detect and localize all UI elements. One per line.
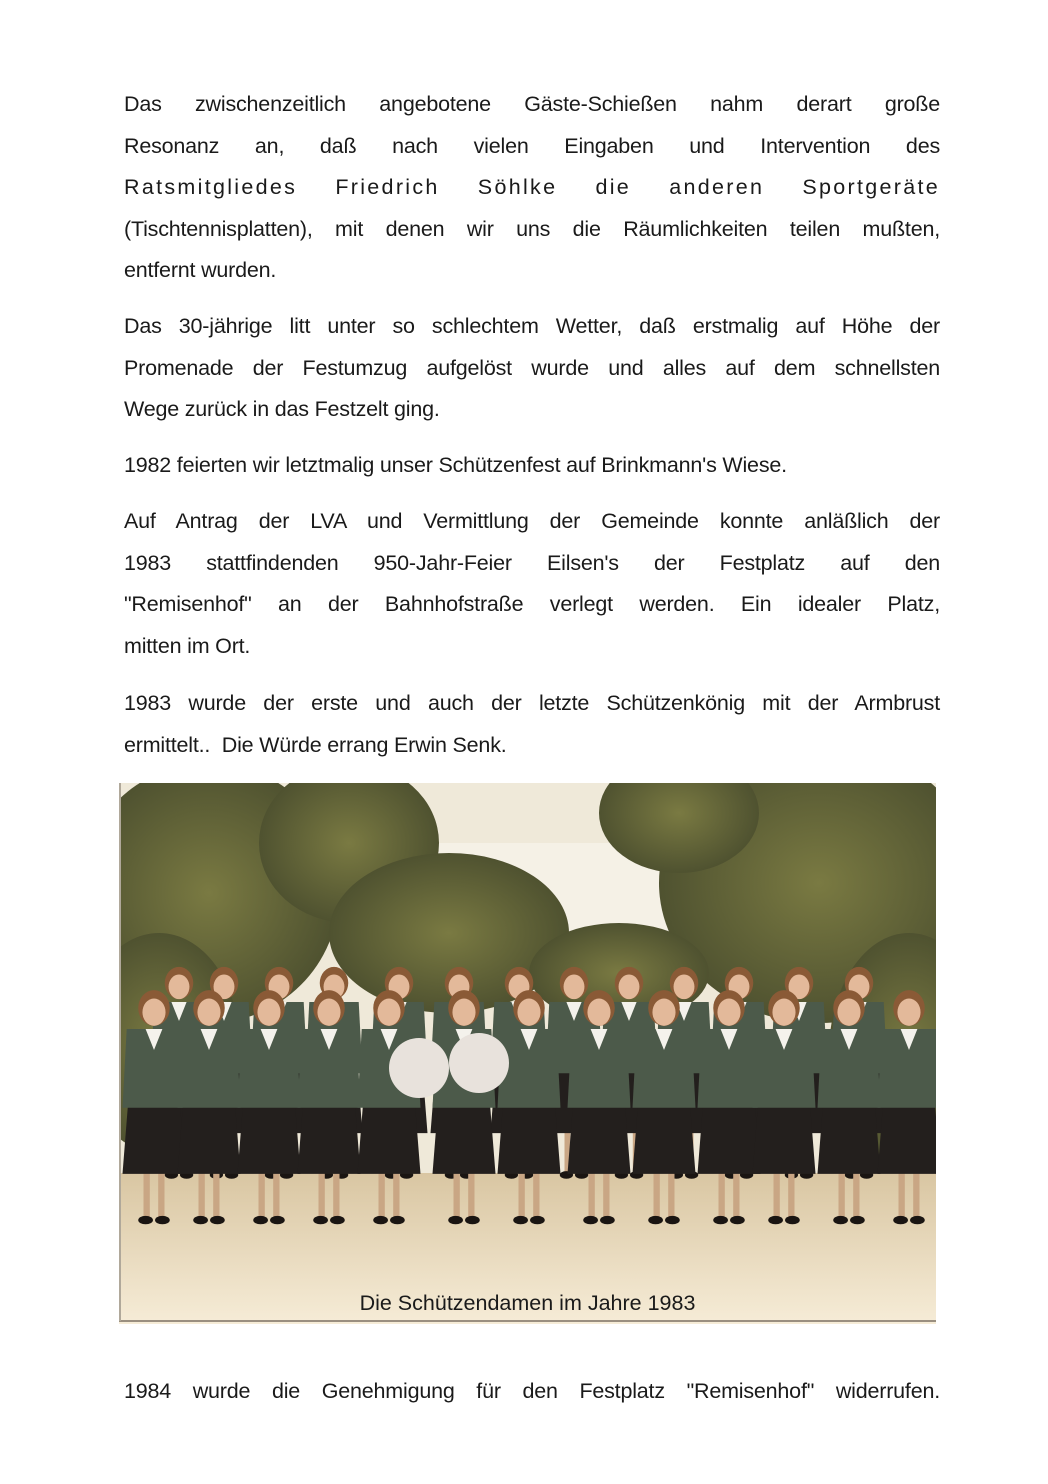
text-line: (Tischtennisplatten), mit denen wir uns die Räumlichkeiten teilen mußten, [124, 216, 940, 241]
text-line: Das zwischenzeitlich angebotene Gäste-Schießen nahm derart große [124, 92, 940, 116]
text-line: Promenade der Festumzug aufgelöst wurde und alles auf dem schnellsten [124, 355, 940, 380]
text-line: Wege zurück in das Festzelt ging. [124, 397, 440, 421]
paragraph-1983-king [124, 683, 940, 766]
paragraph-1982 [124, 445, 940, 487]
text-line: mitten im Ort. [124, 633, 251, 658]
text-line: ermittelt.. Die Würde errang Erwin Senk. [124, 732, 507, 757]
photo-caption: Die Schützendamen im Jahre 1983 [359, 1291, 696, 1315]
bouquet [389, 1038, 449, 1098]
text-line: Resonanz an, daß nach vielen Eingaben und Intervention des [124, 133, 940, 158]
text-line: "Remisenhof" an der Bahnhofstraße verlegt werden. Ein idealer Platz, [124, 592, 940, 616]
bouquet [449, 1033, 509, 1093]
text-line: 1983 stattfindenden 950-Jahr-Feier Eilsen's der Festplatz auf den [124, 550, 940, 575]
text-line: 1984 wurde die Genehmigung für den Festplatz "Remisenhof" widerrufen. [124, 1379, 940, 1403]
text-line: entfernt wurden. [124, 258, 277, 282]
paragraph-remisenhof [124, 501, 940, 667]
text-line: 1982 feierten wir letztmalig unser Schützenfest auf Brinkmann's Wiese. [124, 453, 787, 477]
paragraph-1984 [124, 1371, 940, 1413]
text-line: Auf Antrag der LVA und Vermittlung der Gemeinde konnte anläßlich der [124, 509, 940, 533]
paragraph-30-year-anniversary [124, 306, 940, 431]
paragraph-guest-shooting [124, 84, 940, 292]
group-photo-illustration [119, 783, 936, 1324]
text-line: Ratsmitgliedes Friedrich Söhlke die anderen Sportgeräte [124, 175, 940, 199]
text-line: Das 30-jährige litt unter so schlechtem Wetter, daß erstmalig auf Höhe der [124, 314, 940, 338]
text-line: 1983 wurde der erste und auch der letzte Schützenkönig mit der Armbrust [124, 691, 940, 715]
group-photo [119, 783, 936, 1324]
